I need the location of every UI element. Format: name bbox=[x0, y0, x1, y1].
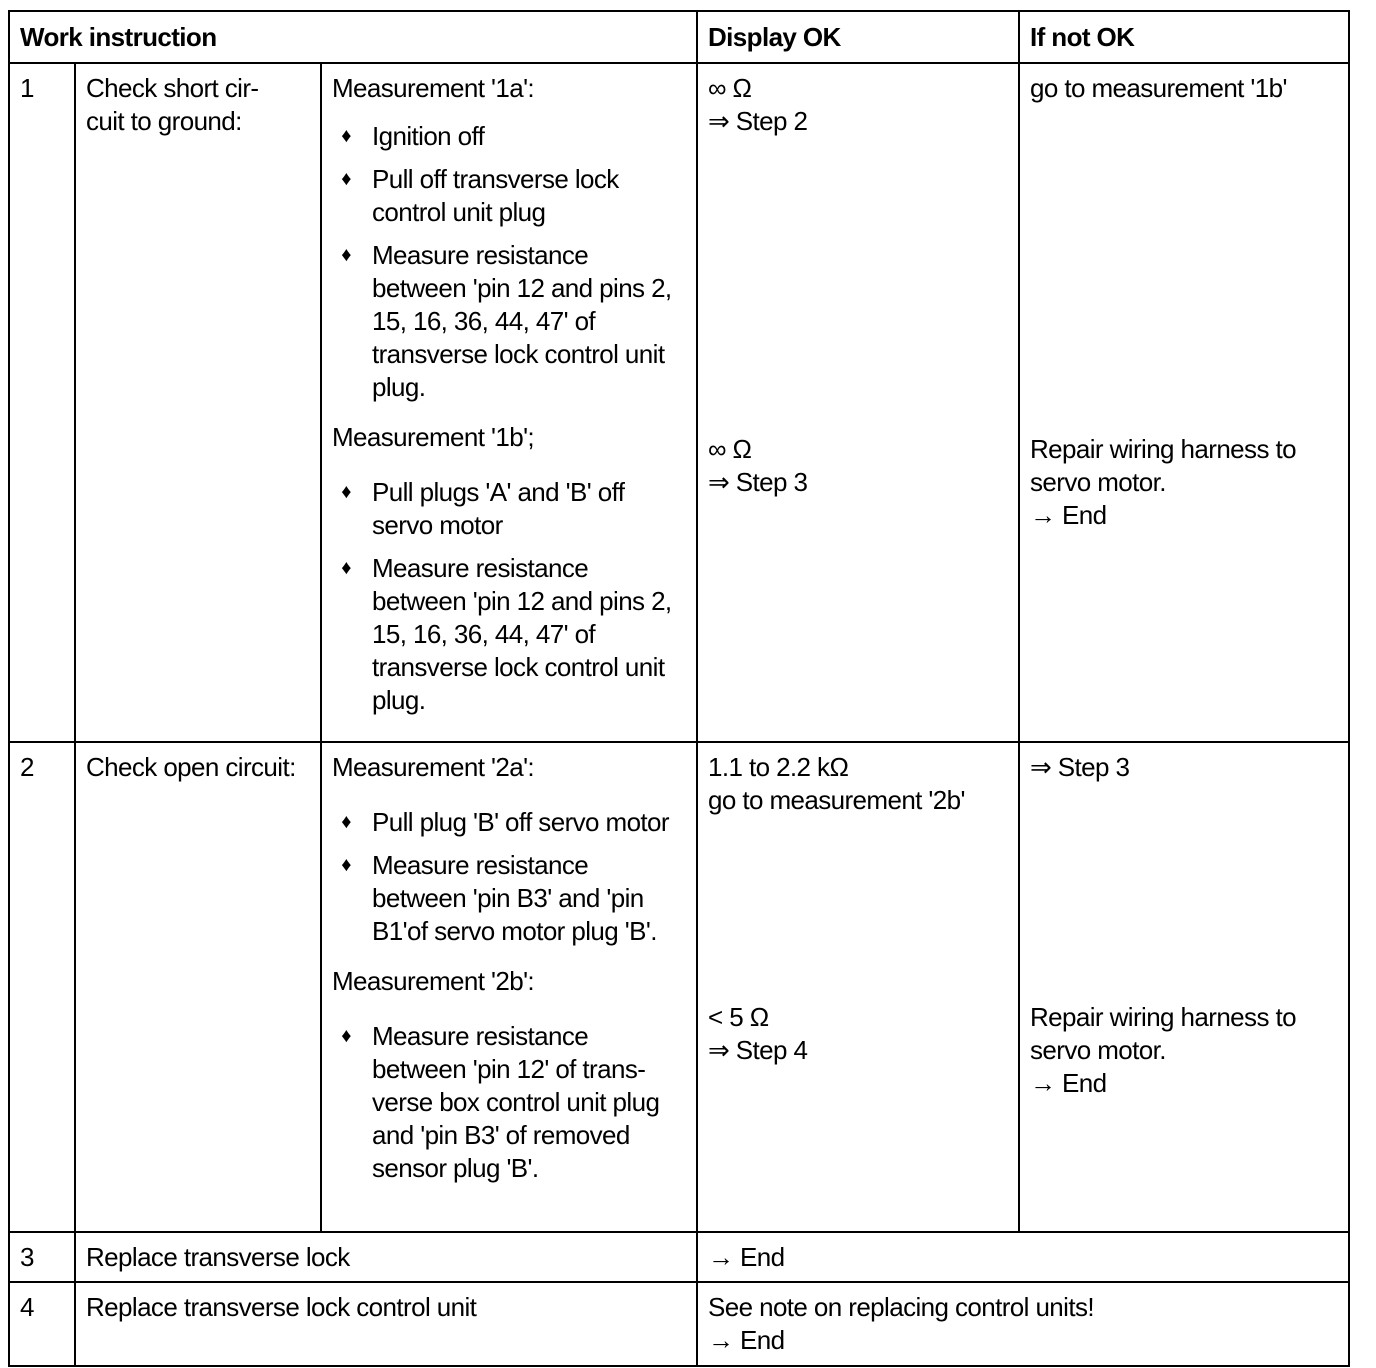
result-end: → End bbox=[708, 1325, 785, 1355]
header-work-instruction: Work instruction bbox=[9, 11, 697, 63]
list-item bbox=[332, 806, 686, 839]
not-ok-action: go to measurement '1b' bbox=[1030, 73, 1287, 103]
ok-value: < 5 Ω bbox=[708, 1002, 769, 1032]
list-item bbox=[332, 1020, 686, 1185]
measurement-steps bbox=[332, 1020, 686, 1185]
result-cell bbox=[697, 1232, 1349, 1282]
display-ok-cell bbox=[697, 742, 1019, 1232]
step-2-row bbox=[9, 742, 1349, 1232]
step-title: Check open circuit: bbox=[75, 742, 321, 1232]
list-item-text: Pull plug 'B' off servo motor bbox=[372, 807, 669, 837]
ok-next: go to measurement '2b' bbox=[708, 785, 965, 815]
measurement-label: Measurement '2a': bbox=[332, 752, 535, 782]
result-end: → End bbox=[708, 1242, 785, 1272]
bullet-icon: ♦ bbox=[341, 557, 351, 579]
list-item bbox=[332, 239, 686, 404]
step-title bbox=[75, 63, 321, 742]
work-instruction-table bbox=[8, 10, 1350, 1367]
ok-next: ⇒ Step 3 bbox=[708, 467, 808, 497]
ok-value: 1.1 to 2.2 kΩ bbox=[708, 752, 849, 782]
not-ok-action: Repair wiring harness to servo motor. bbox=[1030, 434, 1296, 497]
not-ok-end: → End bbox=[1030, 1068, 1107, 1098]
list-item-text: Measure resistance between 'pin B3' and 'pin B1'of servo motor plug 'B'. bbox=[372, 850, 657, 946]
not-ok-action: ⇒ Step 3 bbox=[1030, 752, 1130, 782]
list-item bbox=[332, 120, 686, 153]
not-ok-end: → End bbox=[1030, 500, 1107, 530]
header-row bbox=[9, 11, 1349, 63]
list-item-text: Measure resistance between 'pin 12' of trans-verse box control unit plug and 'pin B3' of removed sensor plug 'B'. bbox=[372, 1021, 660, 1183]
measurement-steps bbox=[332, 476, 686, 717]
bullet-icon: ♦ bbox=[341, 811, 351, 833]
step-3-row bbox=[9, 1232, 1349, 1282]
list-item bbox=[332, 552, 686, 717]
ok-next: ⇒ Step 2 bbox=[708, 106, 808, 136]
bullet-icon: ♦ bbox=[341, 854, 351, 876]
step-title: Replace transverse lock control unit bbox=[75, 1282, 697, 1366]
bullet-icon: ♦ bbox=[341, 125, 351, 147]
list-item-text: Measure resistance between 'pin 12 and pins 2, 15, 16, 36, 44, 47' of transverse lock control unit plug. bbox=[372, 240, 672, 402]
display-ok-cell bbox=[697, 63, 1019, 742]
measurements-cell bbox=[321, 742, 697, 1232]
step-number: 3 bbox=[9, 1232, 75, 1282]
step-number: 4 bbox=[9, 1282, 75, 1366]
measurement-steps bbox=[332, 120, 686, 404]
ok-next: ⇒ Step 4 bbox=[708, 1035, 808, 1065]
measurement-label: Measurement '1a': bbox=[332, 73, 535, 103]
step-number: 2 bbox=[9, 742, 75, 1232]
measurements-cell bbox=[321, 63, 697, 742]
list-item-text: Ignition off bbox=[372, 121, 485, 151]
bullet-icon: ♦ bbox=[341, 168, 351, 190]
list-item-text: Pull plugs 'A' and 'B' off servo motor bbox=[372, 477, 625, 540]
bullet-icon: ♦ bbox=[341, 244, 351, 266]
ok-value: ∞ Ω bbox=[708, 434, 752, 464]
measurement-label: Measurement '2b': bbox=[332, 966, 535, 996]
ok-value: ∞ Ω bbox=[708, 73, 752, 103]
bullet-icon: ♦ bbox=[341, 1025, 351, 1047]
if-not-ok-cell bbox=[1019, 742, 1349, 1232]
step-title-line: cuit to ground: bbox=[86, 106, 242, 136]
result-note: See note on replacing control units! bbox=[708, 1292, 1094, 1322]
step-4-row bbox=[9, 1282, 1349, 1366]
measurement-label: Measurement '1b'; bbox=[332, 422, 535, 452]
step-title: Replace transverse lock bbox=[75, 1232, 697, 1282]
measurement-steps bbox=[332, 806, 686, 948]
list-item bbox=[332, 476, 686, 542]
not-ok-action: Repair wiring harness to servo motor. bbox=[1030, 1002, 1296, 1065]
bullet-icon: ♦ bbox=[341, 481, 351, 503]
step-number: 1 bbox=[9, 63, 75, 742]
result-cell bbox=[697, 1282, 1349, 1366]
if-not-ok-cell bbox=[1019, 63, 1349, 742]
list-item bbox=[332, 849, 686, 948]
list-item-text: Measure resistance between 'pin 12 and pins 2, 15, 16, 36, 44, 47' of transverse lock control unit plug. bbox=[372, 553, 672, 715]
header-if-not-ok: If not OK bbox=[1019, 11, 1349, 63]
header-display-ok: Display OK bbox=[697, 11, 1019, 63]
instruction-table-wrapper bbox=[8, 10, 1350, 1367]
step-title-line: Check short cir- bbox=[86, 73, 259, 103]
list-item bbox=[332, 163, 686, 229]
list-item-text: Pull off transverse lock control unit plug bbox=[372, 164, 619, 227]
step-1-row bbox=[9, 63, 1349, 742]
